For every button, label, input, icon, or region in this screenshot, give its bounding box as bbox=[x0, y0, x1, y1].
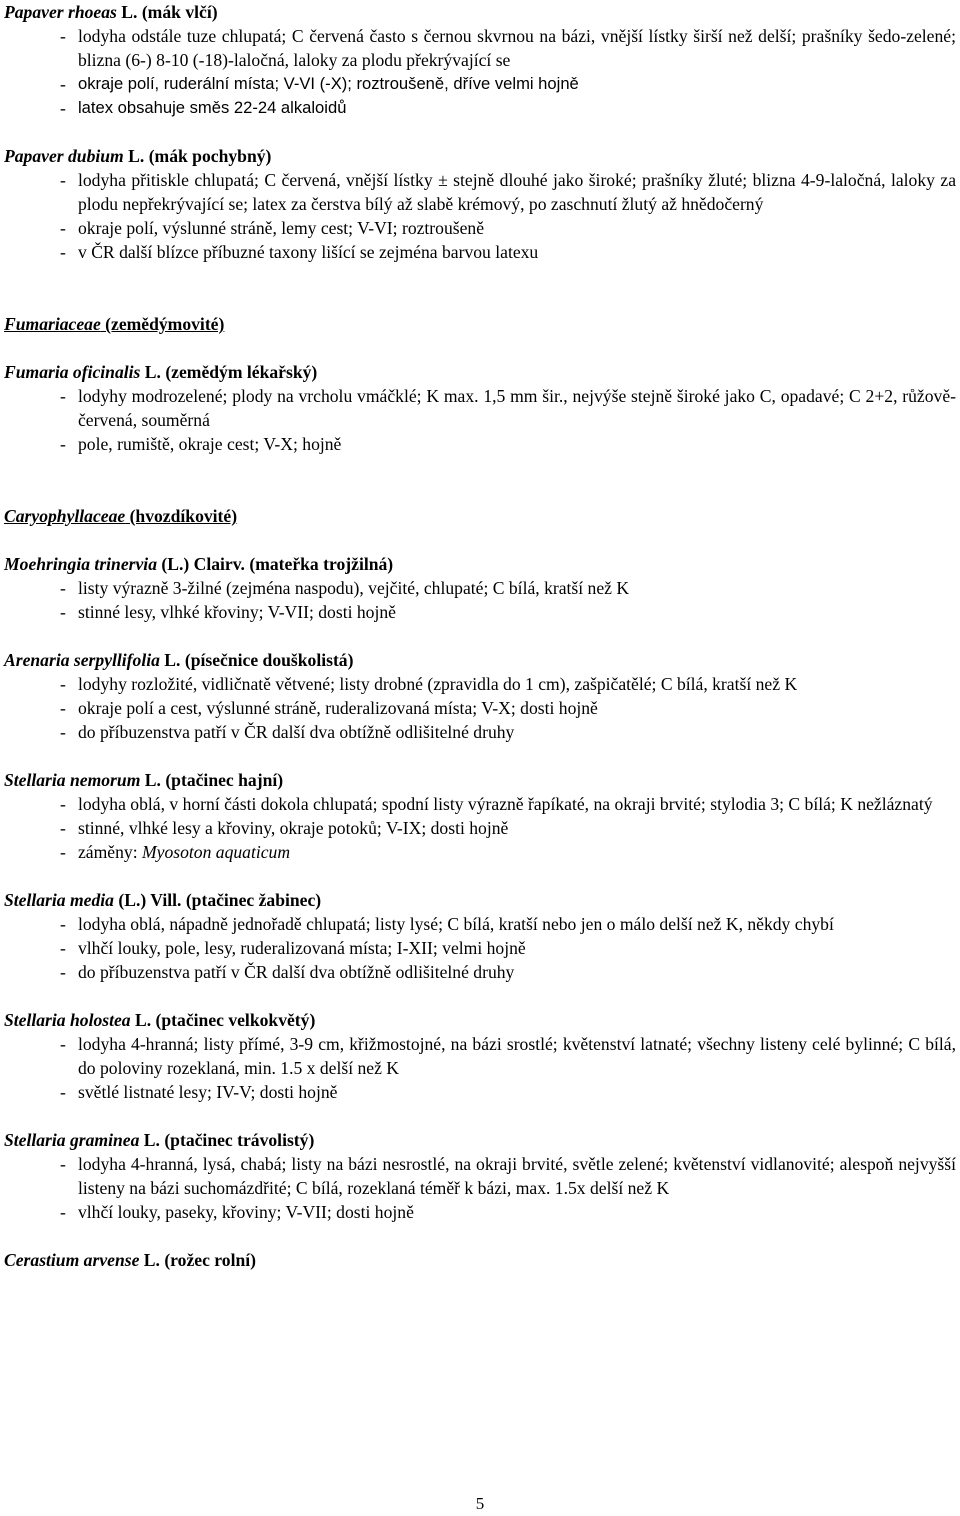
item-text: pole, rumiště, okraje cest; V-X; hojně bbox=[78, 434, 342, 454]
list-item bbox=[4, 840, 956, 864]
family-latin: Fumariaceae bbox=[4, 314, 101, 334]
item-text: světlé listnaté lesy; IV-V; dosti hojně bbox=[78, 1082, 338, 1102]
confusion-species: Myosoton aquaticum bbox=[142, 842, 291, 862]
czech-name: (mák pochybný) bbox=[148, 146, 272, 166]
latin-name: Moehringia trinervia bbox=[4, 554, 157, 574]
item-text: lodyha odstále tuze chlupatá; C červená často s černou skvrnou na bázi, vnější lístky širší než delší; prašníky šedo-zelené; blizna (6-) 8-10 (-18)-laločná, laloky za plodu překrývající se bbox=[78, 26, 956, 70]
item-text: lodyha oblá, v horní části dokola chlupatá; spodní listy výrazně řapíkaté, na okraji brvité; stylodia 3; C bílá; K nežláznatý bbox=[78, 794, 933, 814]
czech-name: (mateřka trojžilná) bbox=[249, 554, 394, 574]
list-item bbox=[4, 576, 956, 600]
document-page bbox=[4, 0, 956, 1272]
list-item bbox=[4, 600, 956, 624]
species-heading-stellaria-nemorum bbox=[4, 768, 956, 792]
list-item bbox=[4, 936, 956, 960]
latin-name: Fumaria oficinalis bbox=[4, 362, 141, 382]
item-text: lodyha 4-hranná; listy přímé, 3-9 cm, křižmostojné, na bázi srostlé; květenství latnaté; všechny listeny celé bylinné; C bílá, do poloviny rozeklaná, min. 1.5 x delší než K bbox=[78, 1034, 956, 1078]
list-item bbox=[4, 816, 956, 840]
author: (L.) Clairv. bbox=[157, 554, 250, 574]
latin-name: Stellaria media bbox=[4, 890, 114, 910]
list-item bbox=[4, 912, 956, 936]
page-number: 5 bbox=[475, 1494, 485, 1513]
item-text: vlhčí louky, paseky, křoviny; V-VII; dosti hojně bbox=[78, 1202, 414, 1222]
item-text: lodyha přitiskle chlupatá; C červená, vnější lístky ± stejně dlouhé jako široké; prašníky žluté; blizna 4-9-laločná, laloky za plodu nepřekrývající se; latex za čerstva bílý až slabě krémový, po zaschnutí žlutý až hnědočerný bbox=[78, 170, 956, 214]
item-text: latex obsahuje směs 22-24 alkaloidů bbox=[78, 98, 347, 117]
czech-name: (ptačinec hajní) bbox=[165, 770, 284, 790]
species-heading-stellaria-media bbox=[4, 888, 956, 912]
family-czech: (hvozdíkovité) bbox=[125, 506, 238, 526]
czech-name: (zemědým lékařský) bbox=[165, 362, 318, 382]
author: L. bbox=[159, 650, 185, 670]
author: L. bbox=[130, 1010, 156, 1030]
czech-name: (ptačinec velkokvětý) bbox=[155, 1010, 316, 1030]
item-text: lodyhy rozložité, vidličnatě větvené; listy drobné (zpravidla do 1 cm), zašpičatělé; C bílá, kratší než K bbox=[78, 674, 798, 694]
latin-name: Papaver rhoeas bbox=[4, 2, 117, 22]
list-item bbox=[4, 1080, 956, 1104]
latin-name: Cerastium arvense bbox=[4, 1250, 140, 1270]
author: L. bbox=[139, 1130, 165, 1150]
list-item bbox=[4, 1200, 956, 1224]
species-heading-stellaria-holostea bbox=[4, 1008, 956, 1032]
latin-name: Stellaria graminea bbox=[4, 1130, 140, 1150]
item-text: okraje polí, ruderální místa; V-VI (-X); roztroušeně, dříve velmi hojně bbox=[78, 74, 579, 93]
item-text: lodyha oblá, nápadně jednořadě chlupatá; listy lysé; C bílá, kratší nebo jen o málo delší než K, někdy chybí bbox=[78, 914, 834, 934]
list-item bbox=[4, 1152, 956, 1200]
author: L. bbox=[123, 146, 149, 166]
item-text: okraje polí, výslunné stráně, lemy cest; V-VI; roztroušeně bbox=[78, 218, 485, 238]
confusion-label: záměny: bbox=[78, 842, 142, 862]
item-text: vlhčí louky, pole, lesy, ruderalizovaná místa; I-XII; velmi hojně bbox=[78, 938, 526, 958]
list-item bbox=[4, 24, 956, 72]
item-text bbox=[64, 840, 956, 864]
czech-name: (písečnice douškolistá) bbox=[184, 650, 354, 670]
list-item bbox=[4, 240, 956, 264]
czech-name: (ptačinec žabinec) bbox=[185, 890, 322, 910]
list-item bbox=[4, 720, 956, 744]
list-item bbox=[4, 792, 956, 816]
list-item bbox=[4, 216, 956, 240]
author: L. bbox=[140, 362, 166, 382]
family-czech: (zemědýmovité) bbox=[100, 314, 225, 334]
item-text: v ČR další blízce příbuzné taxony lišící se zejména barvou latexu bbox=[78, 242, 539, 262]
family-latin: Caryophyllaceae bbox=[4, 506, 126, 526]
latin-name: Papaver dubium bbox=[4, 146, 124, 166]
family-heading-fumariaceae bbox=[4, 312, 956, 336]
list-item bbox=[4, 72, 956, 96]
item-text: lodyhy modrozelené; plody na vrcholu vmáčklé; K max. 1,5 mm šir., nejvýše stejně široké jako C, opadavé; C 2+2, růžově-červená, souměrná bbox=[78, 386, 956, 430]
item-text: lodyha 4-hranná, lysá, chabá; listy na bázi nesrostlé, na okraji brvité, světle zelené; květenství vidlanovité; alespoň nejvyšší listeny na bázi suchomázdřité; C bílá, rozeklaná téměř k bázi, max. 1.5x delší než K bbox=[78, 1154, 956, 1198]
species-heading-papaver-rhoeas bbox=[4, 0, 956, 24]
czech-name: (rožec rolní) bbox=[164, 1250, 257, 1270]
item-text: do příbuzenstva patří v ČR další dva obtížně odlišitelné druhy bbox=[78, 722, 515, 742]
author: L. bbox=[116, 2, 142, 22]
list-item bbox=[4, 960, 956, 984]
item-text: stinné, vlhké lesy a křoviny, okraje potoků; V-IX; dosti hojně bbox=[78, 818, 509, 838]
species-heading-fumaria bbox=[4, 360, 956, 384]
species-heading-cerastium-arvense bbox=[4, 1248, 956, 1272]
author: L. bbox=[140, 770, 166, 790]
species-heading-arenaria bbox=[4, 648, 956, 672]
item-text: do příbuzenstva patří v ČR další dva obtížně odlišitelné druhy bbox=[78, 962, 515, 982]
czech-name: (mák vlčí) bbox=[141, 2, 218, 22]
latin-name: Stellaria nemorum bbox=[4, 770, 141, 790]
author: L. bbox=[139, 1250, 165, 1270]
list-item bbox=[4, 1032, 956, 1080]
latin-name: Stellaria holostea bbox=[4, 1010, 131, 1030]
czech-name: (ptačinec trávolistý) bbox=[164, 1130, 315, 1150]
species-heading-papaver-dubium bbox=[4, 144, 956, 168]
list-item bbox=[4, 672, 956, 696]
author: (L.) Vill. bbox=[113, 890, 186, 910]
list-item bbox=[4, 168, 956, 216]
list-item bbox=[4, 384, 956, 432]
species-heading-moehringia bbox=[4, 552, 956, 576]
item-text: stinné lesy, vlhké křoviny; V-VII; dosti hojně bbox=[78, 602, 396, 622]
list-item bbox=[4, 432, 956, 456]
item-text: listy výrazně 3-žilné (zejména naspodu), vejčité, chlupaté; C bílá, kratší než K bbox=[78, 578, 630, 598]
item-text: okraje polí a cest, výslunné stráně, ruderalizovaná místa; V-X; dosti hojně bbox=[78, 698, 598, 718]
family-heading-caryophyllaceae bbox=[4, 504, 956, 528]
list-item bbox=[4, 696, 956, 720]
latin-name: Arenaria serpyllifolia bbox=[4, 650, 160, 670]
list-item bbox=[4, 96, 956, 120]
species-heading-stellaria-graminea bbox=[4, 1128, 956, 1152]
